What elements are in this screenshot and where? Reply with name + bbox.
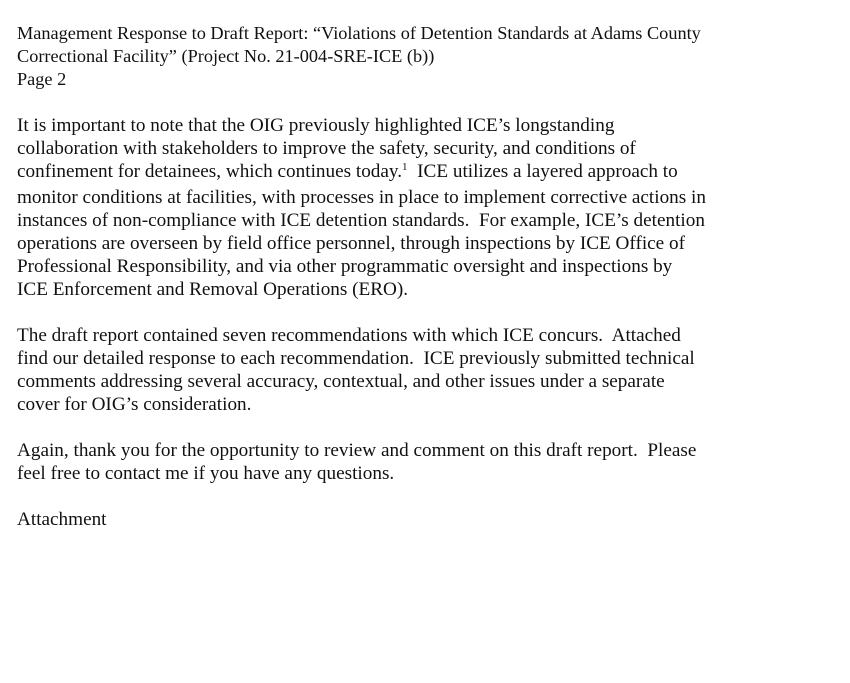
paragraph-line: monitor conditions at facilities, with processes in place to implement corrective actions in: [17, 187, 706, 208]
paragraph-closing: [17, 439, 832, 485]
page-number: Page 2: [17, 69, 67, 89]
paragraph-line: operations are overseen by field office personnel, through inspections by ICE Office of: [17, 233, 685, 254]
attachment-label-block: [17, 508, 832, 531]
paragraph-line: cover for OIG’s consideration.: [17, 394, 252, 415]
footnote-reference[interactable]: 1: [402, 161, 408, 173]
paragraph-line: collaboration with stakeholders to improve the safety, security, and conditions of: [17, 138, 636, 159]
paragraph-line: instances of non-compliance with ICE detention standards. For example, ICE’s detention: [17, 210, 705, 231]
paragraph-line: The draft report contained seven recommendations with which ICE concurs. Attached: [17, 325, 681, 346]
paragraph-line: feel free to contact me if you have any questions.: [17, 463, 395, 484]
paragraph-line-tail: ICE utilizes a layered approach to: [407, 161, 678, 182]
paragraph-oversight: [17, 114, 832, 301]
paragraph-line: find our detailed response to each recommendation. ICE previously submitted technical: [17, 348, 695, 369]
paragraph-line-text: confinement for detainees, which continues today.: [17, 161, 403, 182]
paragraph-line: Again, thank you for the opportunity to review and comment on this draft report. Please: [17, 440, 697, 461]
paragraph-recommendations: [17, 324, 832, 416]
paragraph-line: ICE Enforcement and Removal Operations (ERO).: [17, 279, 409, 300]
document-header: [17, 22, 832, 91]
paragraph-line: Professional Responsibility, and via other programmatic oversight and inspections by: [17, 256, 673, 277]
paragraph-line: comments addressing several accuracy, contextual, and other issues under a separate: [17, 371, 665, 392]
header-title-line-1: Management Response to Draft Report: “Violations of Detention Standards at Adams County: [17, 23, 701, 43]
attachment-label: Attachment: [17, 509, 107, 530]
paragraph-line: It is important to note that the OIG previously highlighted ICE’s longstanding: [17, 115, 615, 136]
paragraph-line: [17, 160, 832, 186]
header-title-line-2: Correctional Facility” (Project No. 21-004-SRE-ICE (b)): [17, 46, 435, 66]
document-page: [17, 22, 832, 531]
